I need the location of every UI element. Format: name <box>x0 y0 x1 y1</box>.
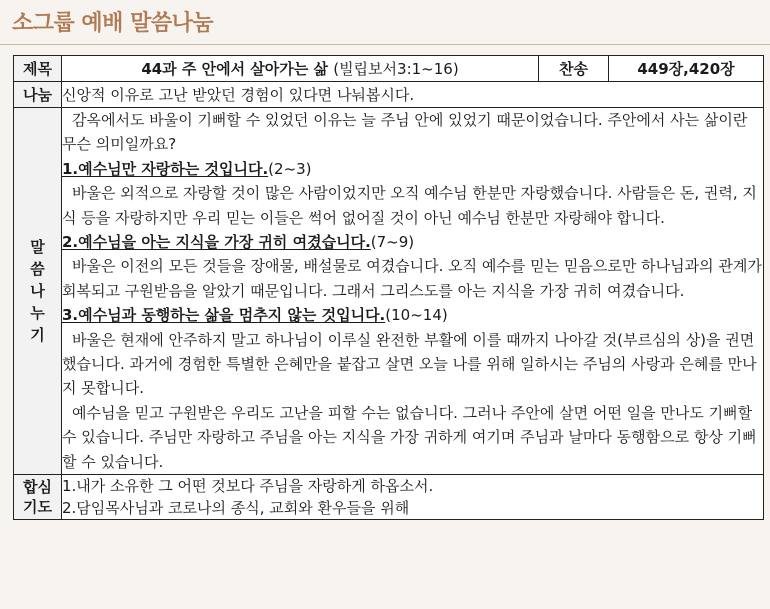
point-heading <box>62 157 763 181</box>
title-row <box>14 56 764 82</box>
word-sharing-label <box>14 108 62 475</box>
word-label-char: 나 <box>30 282 45 301</box>
point-heading <box>62 303 763 327</box>
intro-paragraph: 감옥에서도 바울이 기뻐할 수 있었던 이유는 늘 주님 안에 있었기 때문이었습니다. 주안에서 사는 삶이란 무슨 의미일까요? <box>62 111 748 154</box>
prayer-item: 1.내가 소유한 그 어떤 것보다 주님을 자랑하게 하옵소서. <box>62 477 434 496</box>
share-label: 나눔 <box>14 82 62 108</box>
point-paragraph: 바울은 이전의 모든 것들을 장애물, 배설물로 여겼습니다. 오직 예수를 믿는 믿음으로만 하나님과의 관계가 회복되고 구원받음을 알았기 때문입니다. 그래서 그리스도를 아는 지식을 가장 귀히 여겼습니다. <box>62 257 762 300</box>
share-question: 신앙적 이유로 고난 받았던 경험이 있다면 나눠봅시다. <box>62 82 764 108</box>
prayer-item: 2.담임목사님과 코로나의 종식, 교회와 환우들을 위해 <box>62 499 410 518</box>
prayer-label-line: 합심 <box>23 478 52 497</box>
word-sharing-row <box>14 108 764 475</box>
word-label-char: 씀 <box>30 260 45 279</box>
title-label: 제목 <box>14 56 62 82</box>
sermon-title <box>62 56 539 82</box>
page-heading: 소그룹 예배 말씀나눔 <box>12 11 214 36</box>
word-label-char: 말 <box>30 238 45 257</box>
prayer-list <box>62 475 764 520</box>
point-title: 3.예수님과 동행하는 삶을 멈추지 않는 것입니다. <box>62 306 386 325</box>
point-ref: (7~9) <box>370 233 415 252</box>
prayer-label <box>14 475 62 520</box>
sermon-body <box>62 108 764 475</box>
point-title: 2.예수님을 아는 지식을 가장 귀히 여겼습니다. <box>62 233 371 252</box>
hymn-label: 찬송 <box>539 56 609 82</box>
word-label-char: 누 <box>30 304 45 323</box>
point-ref: (10~14) <box>385 306 448 325</box>
point-ref: (2~3) <box>268 159 312 178</box>
worship-sheet-table <box>13 55 764 520</box>
sermon-scripture-ref: (빌립보서3:1~16) <box>333 60 459 78</box>
prayer-row <box>14 475 764 520</box>
point-title: 1.예수님만 자랑하는 것입니다. <box>62 159 269 178</box>
point-paragraph: 바울은 외적으로 자랑할 것이 많은 사람이었지만 오직 예수님 한분만 자랑했습니다. 사람들은 돈, 권력, 지식 등을 자랑하지만 우리 믿는 이들은 썩어 없어질 것이 아닌 예수님 한분만 자랑해야 합니다. <box>62 184 757 227</box>
point-paragraph: 바울은 현재에 안주하지 말고 하나님이 이루실 완전한 부활에 이를 때까지 나아갈 것(부르심의 상)을 권면했습니다. 과거에 경험한 특별한 은혜만을 붙잡고 살면 오늘 나를 위해 일하시는 주님의 사랑과 은혜를 만나지 못합니다. <box>62 330 757 398</box>
heading-divider <box>0 44 770 45</box>
share-row <box>14 82 764 108</box>
hymn-numbers: 449장,420장 <box>609 56 764 82</box>
sermon-title-main: 44과 주 안에서 살아가는 삶 <box>141 60 328 78</box>
prayer-label-line: 기도 <box>23 498 52 517</box>
point-heading <box>62 230 763 254</box>
word-label-char: 기 <box>30 326 45 345</box>
point-paragraph: 예수님을 믿고 구원받은 우리도 고난을 피할 수는 없습니다. 그러나 주안에 살면 어떤 일을 만나도 기뻐할 수 있습니다. 주님만 자랑하고 주님을 아는 지식을 가장 귀하게 여기며 주님과 날마다 동행함으로 항상 기뻐할 수 있습니다. <box>62 403 757 471</box>
